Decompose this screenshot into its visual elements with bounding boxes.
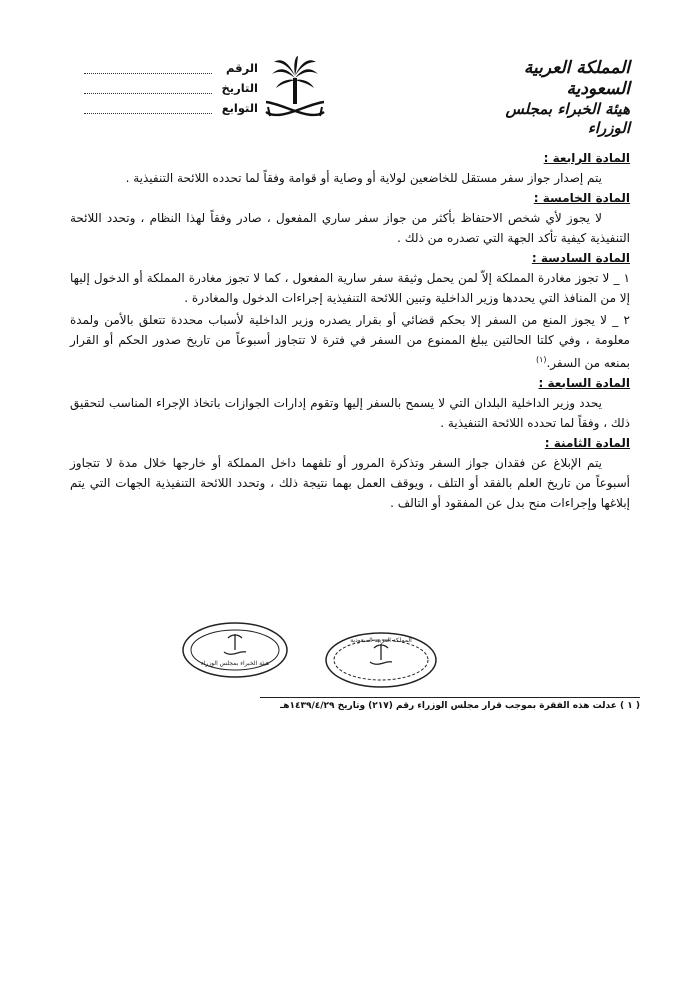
attachments-dotted-line (84, 103, 212, 114)
article-8-heading: المادة الثامنة : (544, 436, 630, 450)
right-seal-text: المملكة العربية السعودية (350, 637, 412, 644)
article-8-text: يتم الإبلاغ عن فقدان جواز السفر وتذكرة المرور أو تلفهما داخل المملكة أو خارجها خلال مدة لا تتجاوز أسبوعاً من تاريخ العلم بالفقد أو التلف ، ويوقف العمل بهما نتيجة ذلك ، وتحدد اللائحة التنفيذية الجهات التي يتم إبلاغها وإجراءات منح بدل عن المفقود أو التالف . (70, 456, 630, 510)
attachments-label: التوابع (221, 101, 258, 115)
left-seal-stamp (180, 620, 290, 680)
reference-fields (78, 58, 258, 118)
article-5-text: لا يجوز لأي شخص الاحتفاظ بأكثر من جواز سفر ساري المفعول ، صادر وفقاً لهذا النظام ، وتحدد اللائحة التنفيذية كيفية تأكد الجهة التي تصدره من ذلك . (70, 211, 630, 245)
article-4-heading: المادة الرابعة : (543, 151, 630, 165)
article-7-heading: المادة السابعة : (538, 376, 630, 390)
official-seals (150, 614, 550, 694)
footnote-divider (260, 697, 640, 698)
left-seal-text: هيئة الخبراء بمجلس الوزراء (200, 660, 270, 667)
article-5-heading: المادة الخامسة : (533, 191, 630, 205)
document-body (70, 148, 630, 513)
footnote-reference: (١) (535, 355, 547, 364)
org-line-1: المملكة العربية السعودية (523, 58, 630, 99)
number-label: الرقم (226, 61, 258, 75)
article-6-item-2-wrapper (70, 310, 630, 373)
letterhead (0, 52, 700, 137)
article-7-text: يحدد وزير الداخلية البلدان التي لا يسمح بالسفر إليها وتقوم إدارات الجوازات باتخاذ الإجراء المناسب لتحقيق ذلك ، وفقاً لما تحدده اللائحة التنفيذية . (70, 396, 630, 430)
number-dotted-line (84, 63, 212, 74)
date-label: التاريخ (221, 81, 258, 95)
date-dotted-line (84, 83, 212, 94)
organization-name (460, 58, 630, 138)
attachments-field (78, 98, 258, 118)
footnote: ( ١ ) عدلت هذه الفقرة بموجب قرار مجلس الوزراء رقم (٢١٧) وتاريخ ١٤٣٩/٤/٢٩هـ (280, 701, 640, 711)
article-6-item-2: ٢ _ لا يجوز المنع من السفر إلا بحكم قضائي أو بقرار يصدره وزير الداخلية لأسباب محددة تتعلق بالأمن ولمدة معلومة ، وفي كلتا الحالتين يبلغ الممنوع من السفر في فترة لا تتجاوز أسبوعاً من تاريخ صدور الحكم أو القرار بمنعه من السفر. (70, 313, 630, 370)
right-seal-stamp (322, 630, 440, 690)
org-line-2: هيئة الخبراء بمجلس الوزراء (505, 100, 630, 137)
palm-swords-emblem-icon (258, 54, 332, 128)
article-6-heading: المادة السادسة : (531, 251, 630, 265)
date-field (78, 78, 258, 98)
article-4-text: يتم إصدار جواز سفر مستقل للخاضعين لولاية أو وصاية أو قوامة وفقاً لما تحدده اللائحة التنفيذية . (125, 171, 602, 185)
number-field (78, 58, 258, 78)
article-6-item-1: ١ _ لا تجوز مغادرة المملكة إلاّ لمن يحمل وثيقة سفر سارية المفعول ، كما لا تجوز مغادرة المملكة أو الدخول إليها إلا من المنافذ التي يحددها وزير الداخلية وتبين اللائحة التنفيذية إجراءات الدخول والمغادرة . (70, 271, 630, 305)
